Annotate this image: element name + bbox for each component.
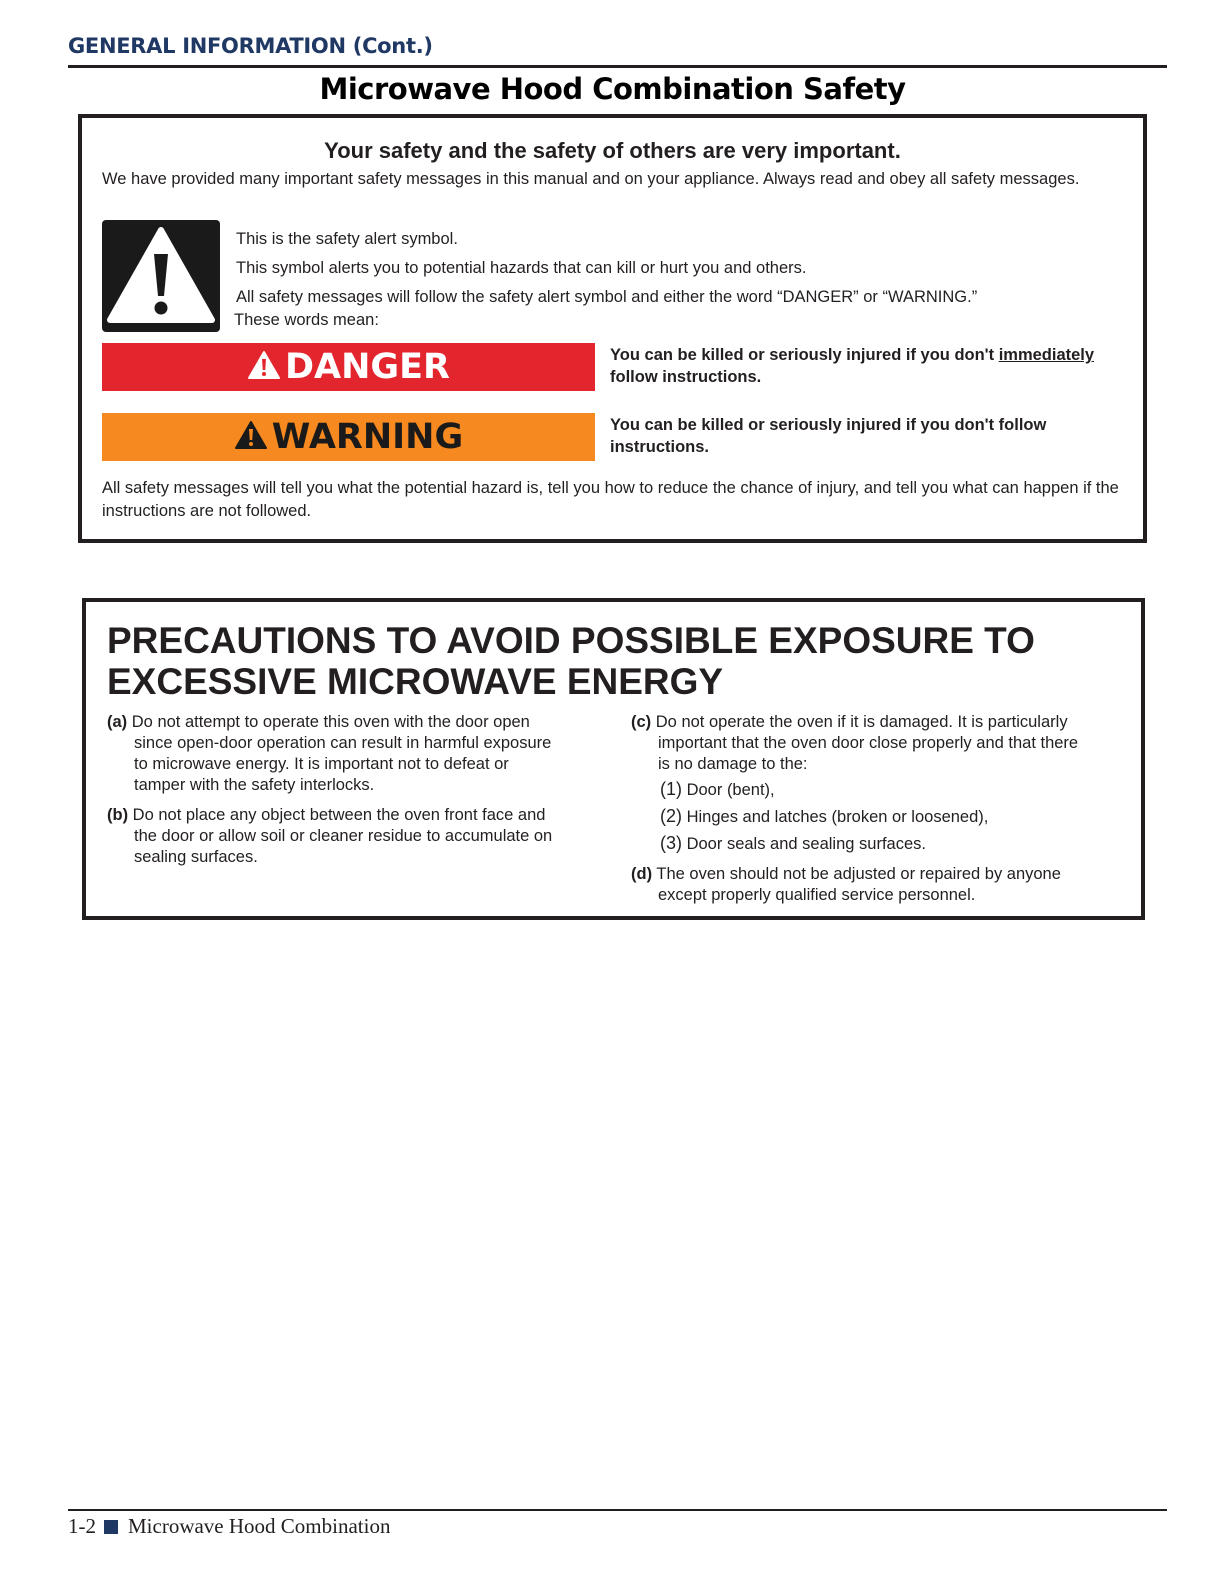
header-rule bbox=[68, 65, 1167, 68]
precaution-c-subitem: (1) Door (bent), bbox=[660, 779, 775, 799]
page-title: Microwave Hood Combination Safety bbox=[319, 72, 906, 106]
precautions-box bbox=[82, 598, 1145, 920]
precaution-c: (c) Do not operate the oven if it is damaged. It is particularly important that the oven door close properly and that there is no damage to the: bbox=[631, 713, 1079, 773]
page-number: 1-2 bbox=[68, 1514, 96, 1538]
footer-square-icon bbox=[104, 1520, 118, 1534]
section-header: GENERAL INFORMATION (Cont.) bbox=[68, 34, 433, 58]
safety-closing: All safety messages will tell you what the potential hazard is, tell you how to reduce the chance of injury, and tell you what can happen if the instructions are not followed. bbox=[102, 479, 1119, 520]
precaution-c-subitem: (3) Door seals and sealing surfaces. bbox=[660, 833, 926, 853]
warning-word: WARNING bbox=[271, 417, 464, 457]
footer-title: Microwave Hood Combination bbox=[128, 1514, 391, 1538]
alert-line-1: This is the safety alert symbol. bbox=[236, 230, 458, 248]
danger-emphasis: immediately bbox=[998, 346, 1095, 364]
danger-text: You can be killed or seriously injured if you don't immediately follow instructions. bbox=[610, 346, 1095, 386]
warning-banner bbox=[102, 413, 595, 461]
precautions-title: PRECAUTIONS TO AVOID POSSIBLE EXPOSURE TO EXCESSIVE MICROWAVE ENERGY bbox=[107, 620, 1035, 702]
alert-line-4: These words mean: bbox=[234, 311, 379, 329]
precaution-a: (a) Do not attempt to operate this oven with the door open since open-door operation can result in harmful exposure to microwave energy. It is important not to defeat or tamper with the safety interlocks. bbox=[107, 713, 552, 794]
safety-alert-triangle-icon bbox=[102, 220, 220, 332]
safety-heading: Your safety and the safety of others are very important. bbox=[324, 138, 901, 163]
page-footer bbox=[68, 1514, 390, 1539]
precaution-c-subitem: (2) Hinges and latches (broken or loosened), bbox=[660, 806, 989, 826]
danger-word: DANGER bbox=[284, 347, 451, 387]
danger-banner bbox=[102, 343, 595, 391]
alert-line-3: All safety messages will follow the safety alert symbol and either the word “DANGER” or “WARNING.” bbox=[236, 288, 978, 306]
precaution-d: (d) The oven should not be adjusted or repaired by anyone except properly qualified service personnel. bbox=[631, 865, 1061, 904]
safety-box bbox=[78, 114, 1147, 543]
danger-alert-icon bbox=[247, 350, 281, 385]
alert-line-2: This symbol alerts you to potential hazards that can kill or hurt you and others. bbox=[236, 259, 807, 277]
precaution-b: (b) Do not place any object between the oven front face and the door or allow soil or cleaner residue to accumulate on sealing surfaces. bbox=[107, 806, 553, 866]
safety-intro: We have provided many important safety messages in this manual and on your appliance. Always read and obey all safety messages. bbox=[102, 170, 1080, 188]
warning-text: You can be killed or seriously injured if you don't follow instructions. bbox=[610, 416, 1047, 456]
footer-rule bbox=[68, 1509, 1167, 1511]
warning-alert-icon bbox=[234, 420, 268, 455]
